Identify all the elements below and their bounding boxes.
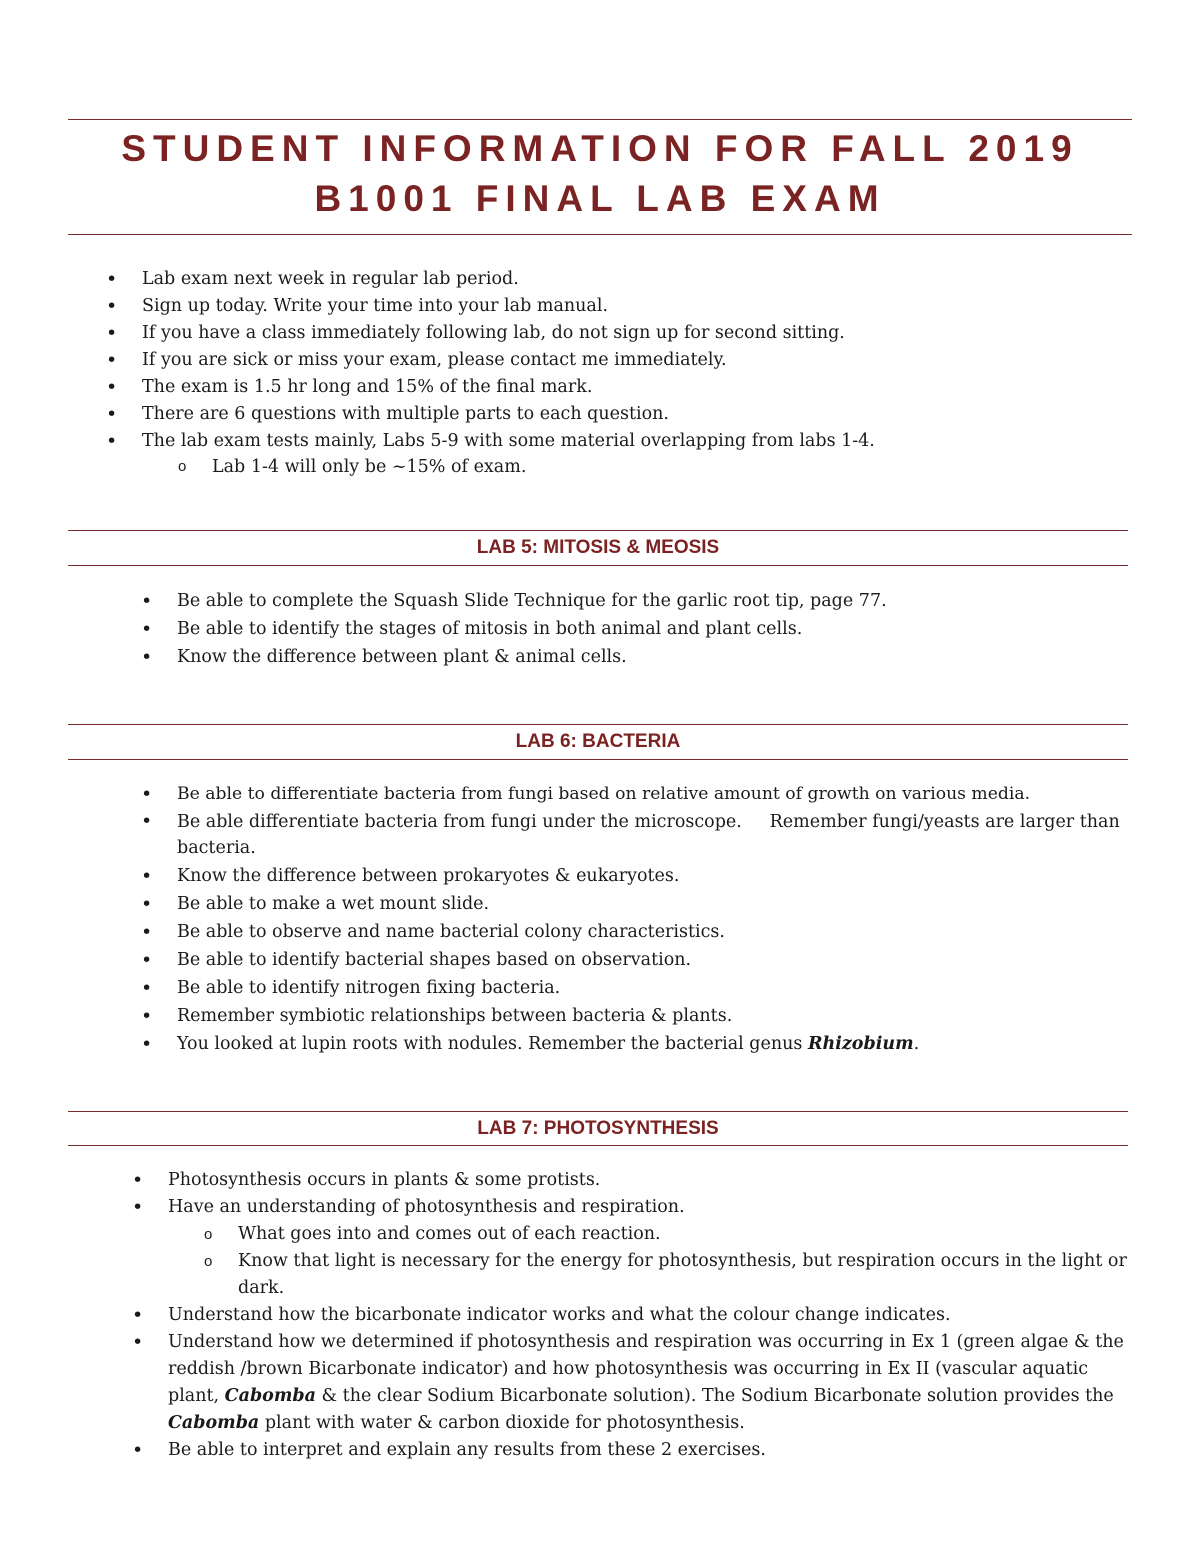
list-item: • Know the difference between prokaryotes & eukaryotes. <box>177 862 1132 890</box>
list-item <box>177 1030 1132 1058</box>
lab5-bottom-rule <box>68 565 1128 566</box>
header-top-rule <box>68 119 1132 120</box>
lab7-list <box>168 1167 1130 1464</box>
item-text: Understand how we determined if photosynthesis and respiration was occurring in Ex 1 (green algae & the reddish /brown Bicarbonate indicator) and how photosynthesis was occurring in Ex II (vascular aquatic plant, <box>168 1332 1124 1406</box>
list-item: • There are 6 questions with multiple parts to each question. <box>142 401 1142 428</box>
list-item: • Be able to interpret and explain any results from these 2 exercises. <box>168 1437 1130 1464</box>
list-item: • Sign up today. Write your time into your lab manual. <box>142 293 1142 320</box>
lab5-list <box>177 587 1127 671</box>
lab7-top-rule <box>68 1111 1128 1112</box>
list-item <box>168 1329 1130 1437</box>
item-text: plant with water & carbon dioxide for photosynthesis. <box>259 1413 745 1433</box>
lab7-bottom-rule <box>68 1145 1128 1146</box>
list-item: • Lab exam next week in regular lab period. <box>142 266 1142 293</box>
lab6-bottom-rule <box>68 759 1128 760</box>
general-info-list <box>142 266 1142 479</box>
item-text: You looked at lupin roots with nodules. Remember the bacterial genus <box>177 1034 808 1054</box>
title-line-1: STUDENT INFORMATION FOR FALL 2019 <box>121 128 1079 169</box>
list-item: • Be able to identify nitrogen fixing bacteria. <box>177 974 1132 1002</box>
list-item: • Be able to observe and name bacterial colony characteristics. <box>177 918 1132 946</box>
list-item: • Be able to identify bacterial shapes based on observation. <box>177 946 1132 974</box>
list-item: • Be able differentiate bacteria from fungi under the microscope. Remember fungi/yeasts are larger than bacteria. <box>177 808 1132 862</box>
list-item: • The lab exam tests mainly, Labs 5-9 with some material overlapping from labs 1-4. <box>142 428 1142 455</box>
lab6-heading: LAB 6: BACTERIA <box>515 731 681 752</box>
list-item: • The exam is 1.5 hr long and 15% of the final mark. <box>142 374 1142 401</box>
lab6-top-rule <box>68 724 1128 725</box>
lab7-heading: LAB 7: PHOTOSYNTHESIS <box>477 1118 719 1139</box>
genus-name: Cabomba <box>224 1386 316 1406</box>
page-title <box>68 124 1132 224</box>
list-item: • Be able to complete the Squash Slide Technique for the garlic root tip, page 77. <box>177 587 1127 615</box>
list-item: • If you are sick or miss your exam, please contact me immediately. <box>142 347 1142 374</box>
genus-name: Cabomba <box>168 1413 260 1433</box>
header-bottom-rule <box>68 234 1132 235</box>
list-item: • Photosynthesis occurs in plants & some protists. <box>168 1167 1130 1194</box>
lab5-top-rule <box>68 530 1128 531</box>
list-item: • Know the difference between plant & animal cells. <box>177 643 1127 671</box>
list-item: • Be able to make a wet mount slide. <box>177 890 1132 918</box>
lab5-heading: LAB 5: MITOSIS & MEOSIS <box>476 537 720 558</box>
genus-name: Rhizobium <box>807 1034 914 1054</box>
list-item: • If you have a class immediately following lab, do not sign up for second sitting. <box>142 320 1142 347</box>
item-text: & the clear Sodium Bicarbonate solution). The Sodium Bicarbonate solution provides the <box>315 1386 1114 1406</box>
list-item: • Remember symbiotic relationships between bacteria & plants. <box>177 1002 1132 1030</box>
sub-list-item: o What goes into and comes out of each reaction. <box>168 1221 1130 1248</box>
sub-list-item: o Lab 1-4 will only be ~15% of exam. <box>142 455 1142 479</box>
title-line-2: B1001 FINAL LAB EXAM <box>314 178 886 219</box>
list-item: • Have an understanding of photosynthesis and respiration. <box>168 1194 1130 1221</box>
list-item: • Be able to identify the stages of mitosis in both animal and plant cells. <box>177 615 1127 643</box>
item-text-end: . <box>913 1034 920 1054</box>
list-item: • Be able to differentiate bacteria from fungi based on relative amount of growth on various media. <box>177 780 1132 808</box>
sub-list-item: o Know that light is necessary for the energy for photosynthesis, but respiration occurs in the light or dark. <box>168 1248 1130 1302</box>
lab6-list <box>177 780 1132 1058</box>
list-item: • Understand how the bicarbonate indicator works and what the colour change indicates. <box>168 1302 1130 1329</box>
